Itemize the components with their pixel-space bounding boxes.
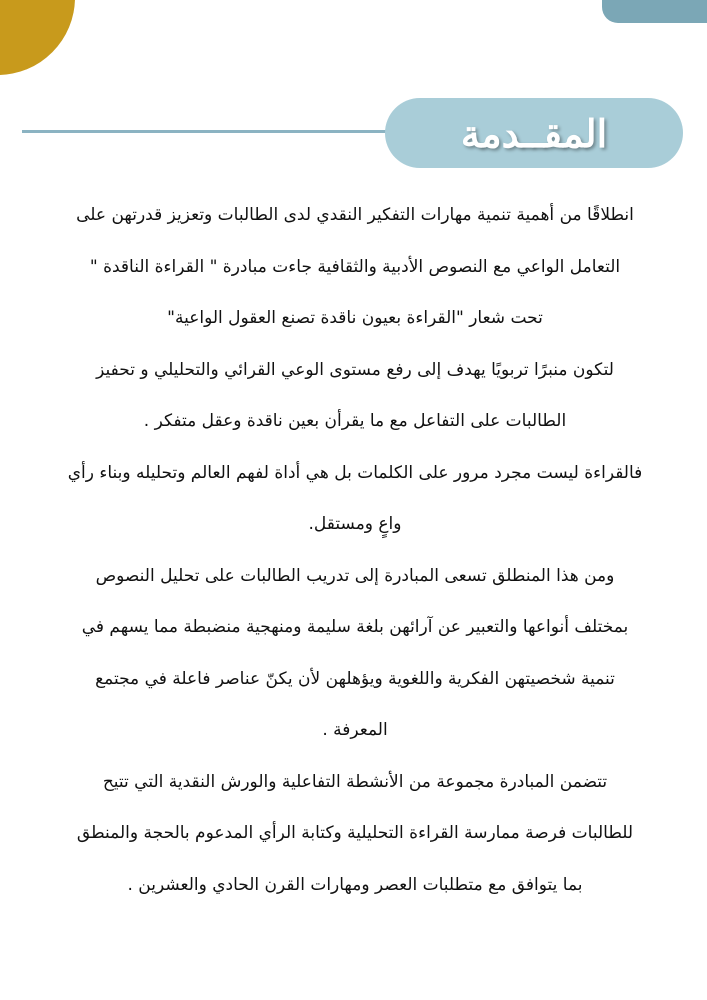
decorative-gold-circle: [0, 0, 75, 75]
paragraph-line: تحت شعار "القراءة بعيون ناقدة تصنع العقول الواعية": [167, 308, 543, 328]
title-divider-line: [22, 130, 402, 133]
title-banner: [385, 98, 683, 168]
paragraph-line: انطلاقًا من أهمية تنمية مهارات التفكير النقدي لدى الطالبات وتعزيز قدرتهن على: [76, 205, 634, 225]
decorative-teal-tab: [602, 0, 707, 23]
paragraph-line: لتكون منبرًا تربويًا يهدف إلى رفع مستوى الوعي القرائي والتحليلي و تحفيز: [96, 359, 614, 380]
paragraph-line: فالقراءة ليست مجرد مرور على الكلمات بل هي أداة لفهم العالم وتحليله وبناء رأي: [67, 462, 643, 483]
introduction-body: [60, 190, 650, 911]
paragraph-line: الطالبات على التفاعل مع ما يقرأن بعين ناقدة وعقل متفكر .: [143, 411, 567, 431]
paragraph-line: التعامل الواعي مع النصوص الأدبية والثقافية جاءت مبادرة " القراءة الناقدة ": [89, 256, 621, 277]
paragraph-line: بما يتوافق مع متطلبات العصر ومهارات القرن الحادي والعشرين .: [127, 874, 583, 895]
paragraph-line: تتضمن المبادرة مجموعة من الأنشطة التفاعلية والورش النقدية التي تتيح: [102, 771, 608, 792]
paragraph-line: المعرفة .: [322, 720, 388, 740]
paragraph-line: تنمية شخصيتهن الفكرية واللغوية ويؤهلهن لأن يكنّ عناصر فاعلة في مجتمع: [95, 668, 615, 689]
paragraph-line: للطالبات فرصة ممارسة القراءة التحليلية وكتابة الرأي المدعوم بالحجة والمنطق: [76, 823, 634, 843]
paragraph-line: بمختلف أنواعها والتعبير عن آرائهن بلغة سليمة ومنهجية منضبطة مما يسهم في: [81, 617, 629, 637]
paragraph-line: واعٍ ومستقل.: [308, 514, 402, 534]
paragraph-line: ومن هذا المنطلق تسعى المبادرة إلى تدريب الطالبات على تحليل النصوص: [95, 565, 615, 586]
page-title: المقــدمة: [460, 110, 608, 156]
